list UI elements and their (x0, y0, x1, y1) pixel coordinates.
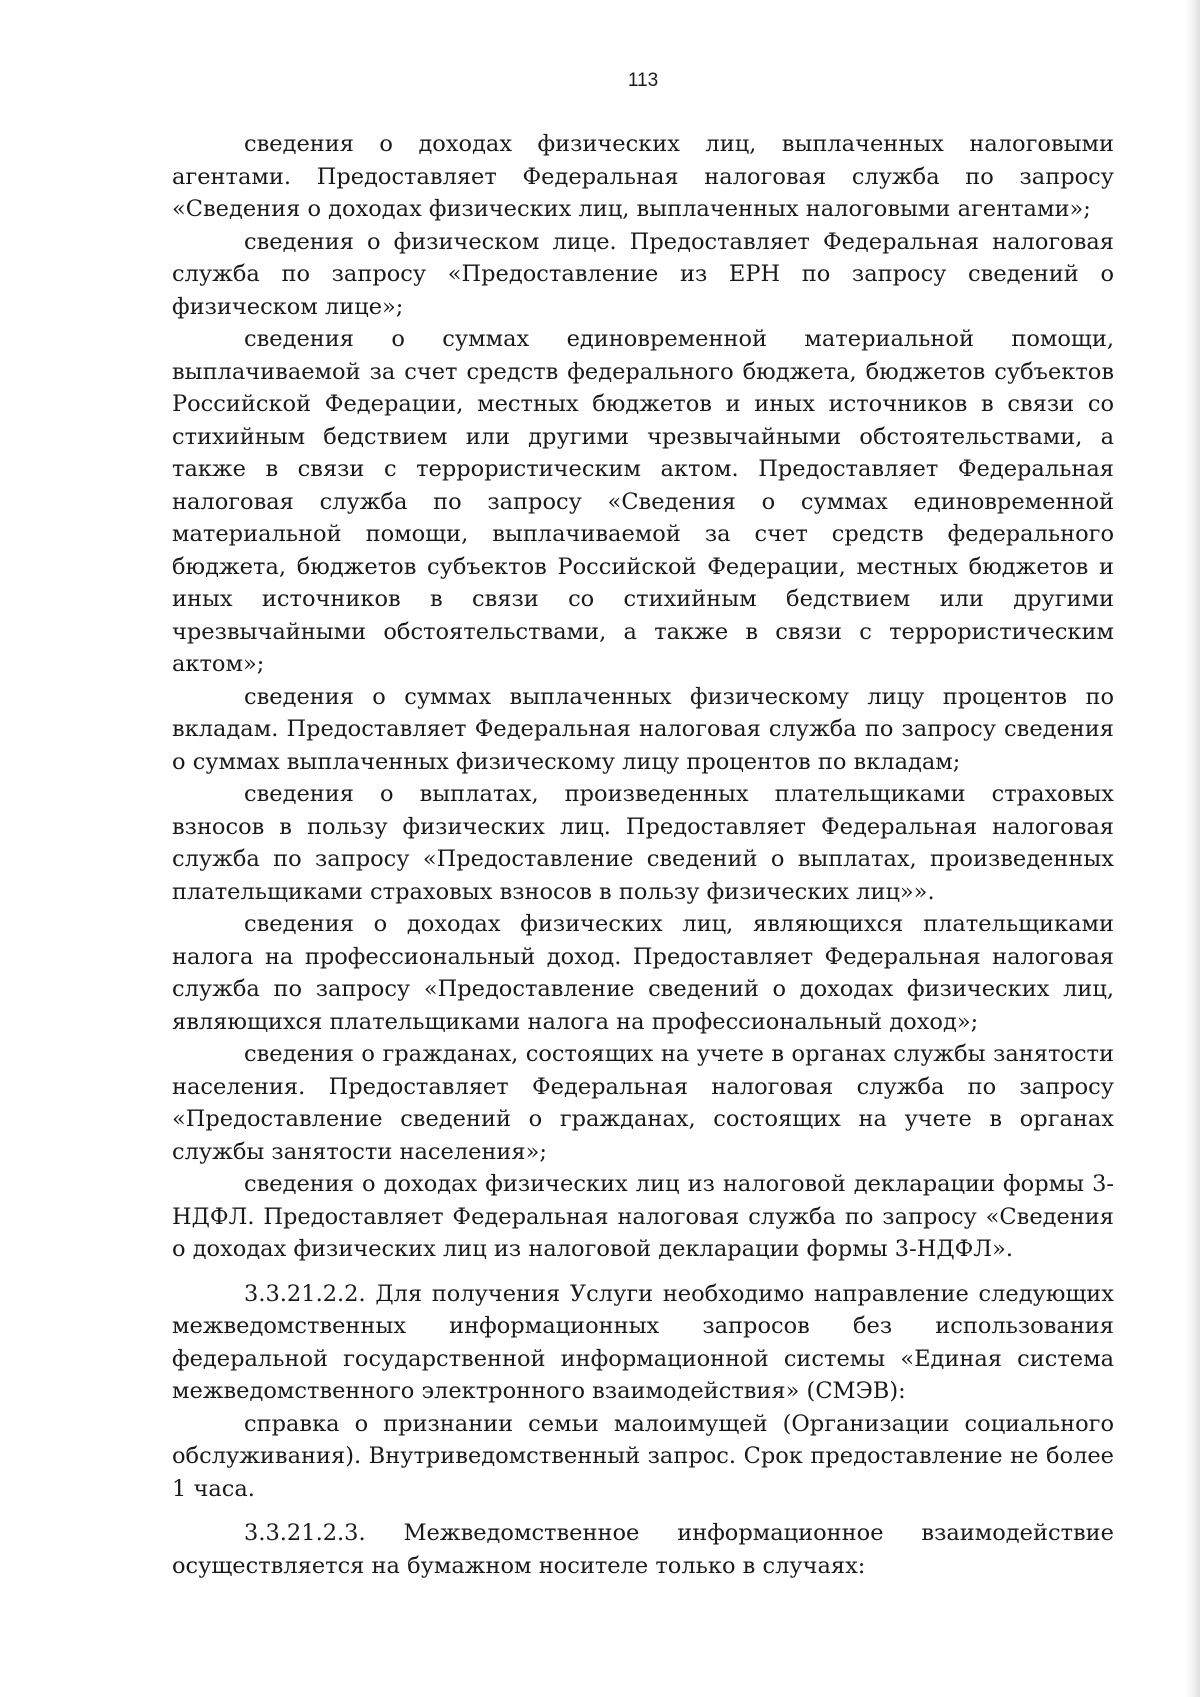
paragraph-deposit-interest: сведения о суммах выплаченных физическому лицу процентов по вкладам. Предоставляет Федеральная налоговая служба по запросу сведения о суммах выплаченных физическому лицу процентов по вкладам; (172, 683, 1114, 775)
page-edge-shadow (1186, 0, 1200, 1697)
paragraph-3ndfl: сведения о доходах физических лиц из налоговой декларации формы 3-НДФЛ. Предоставляет Федеральная налоговая служба по запросу «Сведения о доходах физических лиц из налоговой декларации формы 3-НДФЛ». (172, 1171, 1114, 1262)
paragraph-low-income-certificate: справка о признании семьи малоимущей (Организации социального обслуживания). Внутриведомственный запрос. Срок предоставление не более 1 часа. (172, 1410, 1114, 1502)
paragraph-insurance-payments: сведения о выплатах, произведенных плательщиками страховых взносов в пользу физических лиц. Предоставляет Федеральная налоговая служба по запросу «Предоставление сведений о выплатах, произведенных плательщиками страховых взносов в пользу физических лиц»». (172, 781, 1114, 905)
paragraph-person-info: сведения о физическом лице. Предоставляет Федеральная налоговая служба по запросу «Предоставление из ЕРН по запросу сведений о физическом лице»; (172, 228, 1114, 320)
paragraph-professional-income: сведения о доходах физических лиц, являющихся плательщиками налога на профессиональный доход. Предоставляет Федеральная налоговая служба по запросу «Предоставление сведений о доходах физических лиц, являющихся плательщиками налога на профессиональный доход»; (172, 911, 1114, 1035)
paragraph-one-time-aid: сведения о суммах единовременной материальной помощи, выплачиваемой за счет средств федерального бюджета, бюджетов субъектов Российской Федерации, местных бюджетов и иных источников в связи со стихийным бедствием или другими чрезвычайными обстоятельствами, а также в связи с террористическим актом. Предоставляет Федеральная налоговая служба по запросу «Сведения о суммах единовременной материальной помощи, выплачиваемой за счет средств федерального бюджета, бюджетов субъектов Российской Федерации, местных бюджетов и иных источников в связи со стихийным бедствием или другими чрезвычайными обстоятельствами, а также в связи с террористическим актом»; (172, 326, 1114, 677)
paragraph-section-3-3-21-2-2: 3.3.21.2.2. Для получения Услуги необходимо направление следующих межведомственных информационных запросов без использования федеральной государственной информационной системы «Единая система межведомственного электронного взаимодействия» (СМЭВ): (172, 1280, 1114, 1404)
paragraph-employment-service: сведения о гражданах, состоящих на учете в органах службы занятости населения. Предоставляет Федеральная налоговая служба по запросу «Предоставление сведений о гражданах, состоящих на учете в органах службы занятости населения»; (172, 1041, 1114, 1165)
paragraph-section-3-3-21-2-3: 3.3.21.2.3. Межведомственное информационное взаимодействие осуществляется на бумажном носителе только в случаях: (172, 1520, 1114, 1579)
page-number: 113 (627, 70, 659, 91)
paragraph-income-tax-agents: сведения о доходах физических лиц, выплаченных налоговыми агентами. Предоставляет Федеральная налоговая служба по запросу «Сведения о доходах физических лиц, выплаченных налоговыми агентами»; (172, 131, 1114, 222)
body-text (172, 128, 1114, 1582)
